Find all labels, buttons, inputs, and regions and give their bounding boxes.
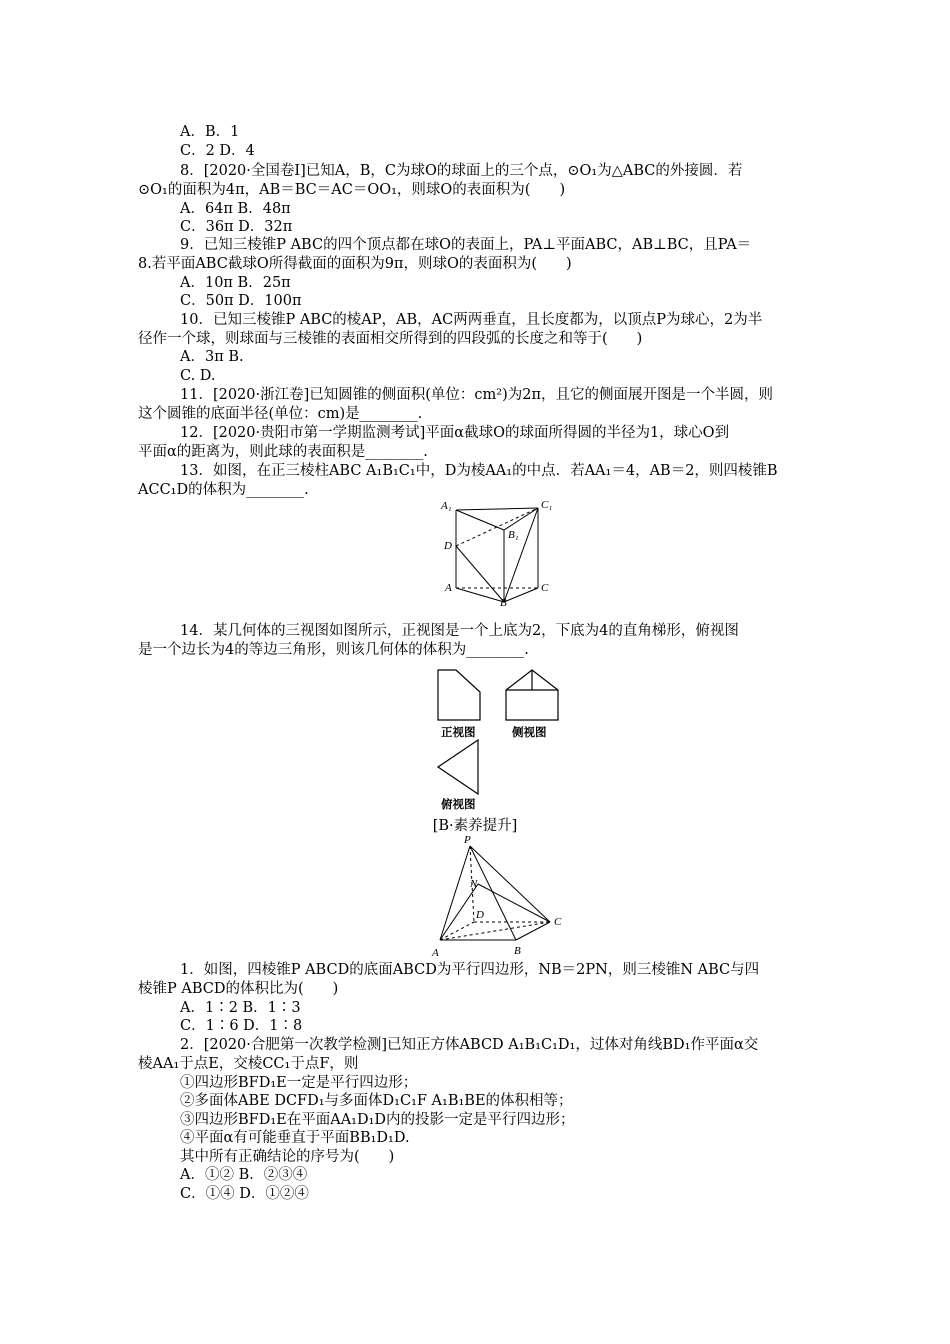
section-heading: [B·素养提升] <box>432 818 518 834</box>
b1-stem-line1: 1．如图，四棱锥P ABCD的底面ABCD为平行四边形，NB＝2PN，则三棱锥N ABC与四 <box>180 962 760 978</box>
label-n: N <box>470 878 478 890</box>
q7-options-ab: A．B．1 <box>180 124 240 140</box>
q13-stem-line2: ACC₁D的体积为________. <box>138 482 309 498</box>
q14-stem-line1: 14．某几何体的三视图如图所示，正视图是一个上底为2，下底为4的直角梯形，俯视图 <box>180 623 739 639</box>
q13-stem-line1: 13．如图，在正三棱柱ABC A₁B₁C₁中，D为棱AA₁的中点．若AA₁＝4，AB＝2，则四棱锥B <box>180 463 778 479</box>
label-a1: A₁ <box>441 500 452 512</box>
q10-stem-line1: 10．已知三棱锥P ABC的棱AP，AB，AC两两垂直，且长度都为，以顶点P为球心，2为半 <box>180 312 763 328</box>
front-view-caption: 正视图 <box>441 725 476 739</box>
label-pyr-c: C <box>554 916 562 928</box>
b2-stem-line2: 棱AA₁于点E，交棱CC₁于点F，则 <box>138 1056 359 1072</box>
b2-statement-1: ①四边形BFD₁E一定是平行四边形； <box>180 1075 418 1091</box>
q12-stem-line1: 12．[2020·贵阳市第一学期监测考试]平面α截球O的球面所得圆的半径为1，球心O到 <box>180 425 730 441</box>
q8-stem-line1: 8．[2020·全国卷Ⅰ]已知A，B，C为球O的球面上的三个点，⊙O₁为△ABC的外接圆．若 <box>180 163 743 179</box>
side-view-caption: 侧视图 <box>512 725 547 739</box>
q8-stem-line2: ⊙O₁的面积为4π，AB＝BC＝AC＝OO₁，则球O的表面积为( ) <box>138 182 566 198</box>
q10-options-cd: C. D. <box>180 368 216 384</box>
b2-statement-3: ③四边形BFD₁E在平面AA₁D₁D内的投影一定是平行四边形； <box>180 1112 575 1128</box>
q10-options-ab: A．3π B. <box>180 349 244 365</box>
q12-stem-line2: 平面α的距离为，则此球的表面积是________. <box>138 444 428 460</box>
label-a: A <box>445 582 452 594</box>
label-c: C <box>541 582 549 594</box>
b1-options-cd: C．1∶6 D．1∶8 <box>180 1018 303 1034</box>
b2-question: 其中所有正确结论的序号为( ) <box>180 1149 395 1165</box>
label-b: B <box>500 597 507 608</box>
b2-options-cd: C．①④ D．①②④ <box>180 1186 309 1202</box>
q9-options-ab: A．10π B．25π <box>180 275 291 291</box>
prism-figure <box>430 496 560 608</box>
q14-stem-line2: 是一个边长为4的等边三角形，则该几何体的体积为________. <box>138 642 529 658</box>
b1-stem-line2: 棱锥P ABCD的体积比为( ) <box>138 981 339 997</box>
top-view-figure <box>436 738 482 796</box>
label-b1: B₁ <box>508 529 519 541</box>
label-pyr-d: D <box>476 909 484 921</box>
top-view-caption: 俯视图 <box>441 797 476 811</box>
b1-options-ab: A．1∶2 B．1∶3 <box>180 1000 301 1016</box>
q8-options-ab: A．64π B．48π <box>180 201 291 217</box>
label-pyr-b: B <box>514 945 521 957</box>
q9-stem-line2: 8.若平面ABC截球O所得截面的面积为9π，则球O的表面积为( ) <box>138 256 572 272</box>
q10-stem-line2: 径作一个球，则球面与三棱锥的表面相交所得到的四段弧的长度之和等于( ) <box>138 331 643 347</box>
side-view-figure <box>504 668 562 724</box>
q7-options-cd: C．2 D．4 <box>180 143 255 159</box>
pyramid-figure <box>428 832 568 960</box>
b2-options-ab: A．①② B．②③④ <box>180 1167 308 1183</box>
label-p: P <box>464 834 471 846</box>
label-pyr-a: A <box>432 947 439 959</box>
b2-statement-4: ④平面α有可能垂直于平面BB₁D₁D. <box>180 1130 410 1146</box>
q11-stem-line2: 这个圆锥的底面半径(单位：cm)是________. <box>138 406 423 422</box>
b2-statement-2: ②多面体ABE DCFD₁与多面体D₁C₁F A₁B₁BE的体积相等； <box>180 1093 573 1109</box>
label-c1: C₁ <box>541 499 553 511</box>
label-d: D <box>444 540 452 552</box>
front-view-figure <box>436 668 484 724</box>
q9-stem-line1: 9．已知三棱锥P ABC的四个顶点都在球O的表面上，PA⊥平面ABC，AB⊥BC，且PA＝ <box>180 237 752 253</box>
q11-stem-line1: 11．[2020·浙江卷]已知圆锥的侧面积(单位：cm²)为2π，且它的侧面展开图是一个半圆，则 <box>180 387 774 403</box>
q8-options-cd: C．36π D．32π <box>180 219 293 235</box>
b2-stem-line1: 2．[2020·合肥第一次教学检测]已知正方体ABCD A₁B₁C₁D₁，过体对角线BD₁作平面α交 <box>180 1037 759 1053</box>
q9-options-cd: C．50π D．100π <box>180 293 302 309</box>
